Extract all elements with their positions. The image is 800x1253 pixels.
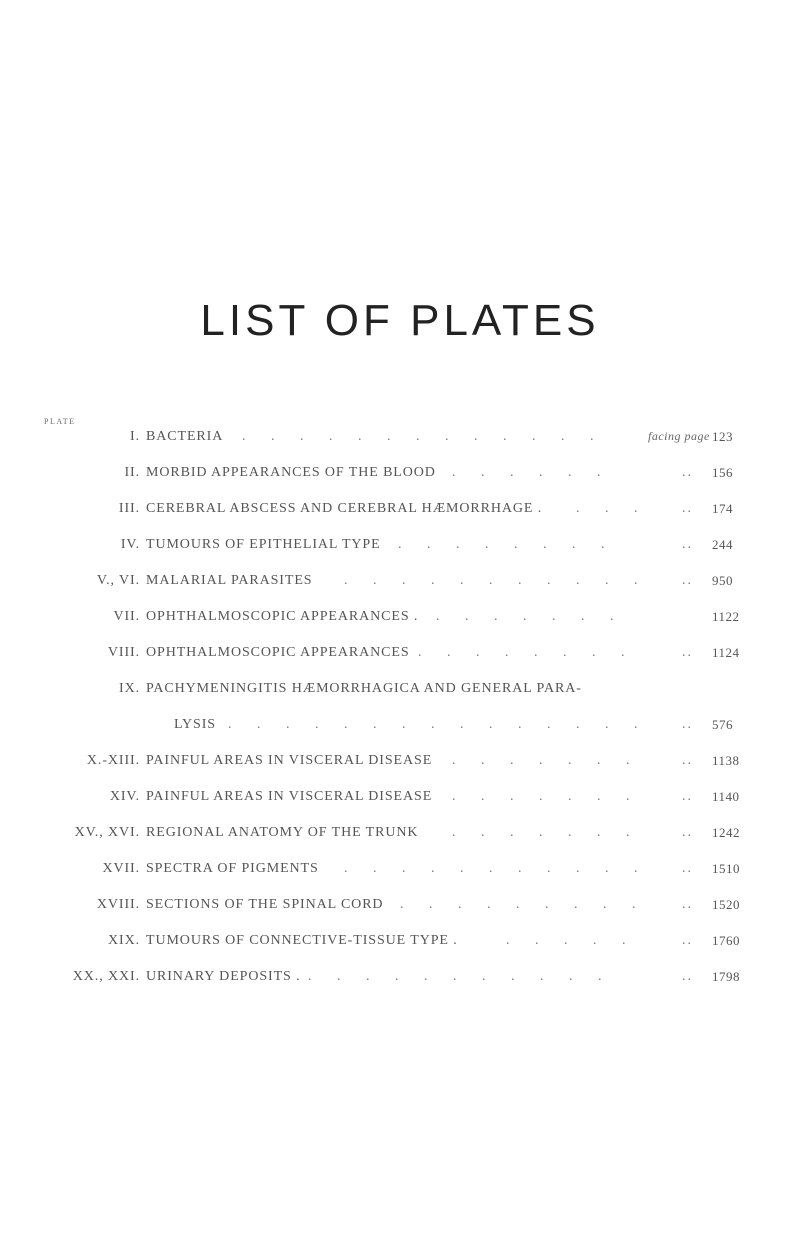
dot-leader: . . . . . . . <box>452 789 641 804</box>
plate-title: SECTIONS OF THE SPINAL CORD <box>146 897 384 912</box>
plate-entry-3 <box>0 501 800 521</box>
plate-number: XIV. <box>109 789 140 804</box>
dot-leader-short: .. <box>682 717 693 732</box>
plate-title: URINARY DEPOSITS . <box>146 969 301 984</box>
dot-leader: . . . . . . . . . . . . . . . <box>228 717 649 732</box>
page-number: 1140 <box>712 789 740 804</box>
plate-title: SPECTRA OF PIGMENTS <box>146 861 319 876</box>
plate-entry-13 <box>0 897 800 917</box>
dot-leader: . . . . . . <box>452 465 612 480</box>
page-number: 576 <box>712 717 733 732</box>
plate-number: XVIII. <box>96 897 140 912</box>
plate-number: IV. <box>120 537 140 552</box>
plate-entry-11 <box>0 825 800 845</box>
dot-leader: . . . . . <box>506 933 637 948</box>
dot-leader: . . . . . . . . <box>398 537 616 552</box>
plate-entry-8-continued <box>0 717 800 737</box>
plate-entry-14 <box>0 933 800 953</box>
plate-title: CEREBRAL ABSCESS AND CEREBRAL HÆMORRHAGE . <box>146 501 543 516</box>
dot-leader-short: .. <box>682 825 693 840</box>
plate-title: PAINFUL AREAS IN VISCERAL DISEASE <box>146 789 433 804</box>
page-number: 1798 <box>712 969 740 984</box>
plate-entry-7 <box>0 645 800 665</box>
plate-number: XV., XVI. <box>74 825 140 840</box>
plate-title: PACHYMENINGITIS HÆMORRHAGICA AND GENERAL PARA- <box>146 681 582 696</box>
facing-page-label: facing page <box>648 429 710 443</box>
plate-number: VIII. <box>107 645 140 660</box>
page-number: 244 <box>712 537 733 552</box>
plate-title: MALARIAL PARASITES <box>146 573 313 588</box>
plate-title: OPHTHALMOSCOPIC APPEARANCES . <box>146 609 419 624</box>
dot-leader: . . . . . . . . . . . <box>344 573 649 588</box>
plate-entry-8 <box>0 681 800 701</box>
page-number: 1510 <box>712 861 740 876</box>
dot-leader-short: .. <box>682 573 693 588</box>
plate-title: TUMOURS OF CONNECTIVE-TISSUE TYPE . <box>146 933 458 948</box>
page-number: 1520 <box>712 897 740 912</box>
plate-number: VII. <box>113 609 140 624</box>
plate-number: IX. <box>119 681 140 696</box>
plate-entry-9 <box>0 753 800 773</box>
plate-number: V., VI. <box>96 573 140 588</box>
dot-leader: . . . . . . . <box>436 609 625 624</box>
plate-title: PAINFUL AREAS IN VISCERAL DISEASE <box>146 753 433 768</box>
page-number: 1760 <box>712 933 740 948</box>
dot-leader-short: .. <box>682 969 693 984</box>
plate-entry-1 <box>0 429 800 449</box>
dot-leader: . . . <box>576 501 649 516</box>
plate-title: OPHTHALMOSCOPIC APPEARANCES <box>146 645 410 660</box>
dot-leader-short: .. <box>682 537 693 552</box>
plate-number: XVII. <box>102 861 140 876</box>
page-number: 156 <box>712 465 733 480</box>
dot-leader-short: .. <box>682 753 693 768</box>
dot-leader: . . . . . . . <box>452 753 641 768</box>
plate-entry-10 <box>0 789 800 809</box>
plate-column-label: PLATE <box>44 417 76 426</box>
page-number: 1124 <box>712 645 740 660</box>
plate-title: MORBID APPEARANCES OF THE BLOOD <box>146 465 436 480</box>
dot-leader-short: .. <box>682 933 693 948</box>
plate-entry-4 <box>0 537 800 557</box>
plate-number: III. <box>118 501 140 516</box>
plate-title: TUMOURS OF EPITHELIAL TYPE <box>146 537 381 552</box>
plate-entry-6 <box>0 609 800 629</box>
dot-leader-short: .. <box>682 501 693 516</box>
plate-entry-15 <box>0 969 800 989</box>
plate-entry-12 <box>0 861 800 881</box>
plate-number: XIX. <box>108 933 140 948</box>
plate-number: X.-XIII. <box>86 753 140 768</box>
dot-leader: . . . . . . . . . . . . . <box>242 429 605 444</box>
dot-leader-short: .. <box>682 465 693 480</box>
plate-number: XX., XXI. <box>72 969 140 984</box>
page-number: 123 <box>712 429 733 444</box>
dot-leader: . . . . . . . . . . . <box>344 861 649 876</box>
dot-leader-short: .. <box>682 897 693 912</box>
dot-leader: . . . . . . . . <box>418 645 636 660</box>
plate-title-continued: LYSIS <box>174 717 216 732</box>
page-number: 1138 <box>712 753 740 768</box>
plate-number: II. <box>124 465 140 480</box>
page-number: 1122 <box>712 609 740 624</box>
plate-entry-2 <box>0 465 800 485</box>
dot-leader-short: .. <box>682 645 693 660</box>
dot-leader-short: .. <box>682 861 693 876</box>
page-number: 1242 <box>712 825 740 840</box>
plate-title: BACTERIA <box>146 429 224 444</box>
dot-leader-short: .. <box>682 789 693 804</box>
plate-number: I. <box>130 429 140 444</box>
page-number: 174 <box>712 501 733 516</box>
dot-leader: . . . . . . . <box>452 825 641 840</box>
dot-leader: . . . . . . . . . . . <box>308 969 613 984</box>
dot-leader: . . . . . . . . . <box>400 897 647 912</box>
page-title: LIST OF PLATES <box>200 296 600 345</box>
plate-title: REGIONAL ANATOMY OF THE TRUNK <box>146 825 419 840</box>
page-number: 950 <box>712 573 733 588</box>
plate-entry-5 <box>0 573 800 593</box>
